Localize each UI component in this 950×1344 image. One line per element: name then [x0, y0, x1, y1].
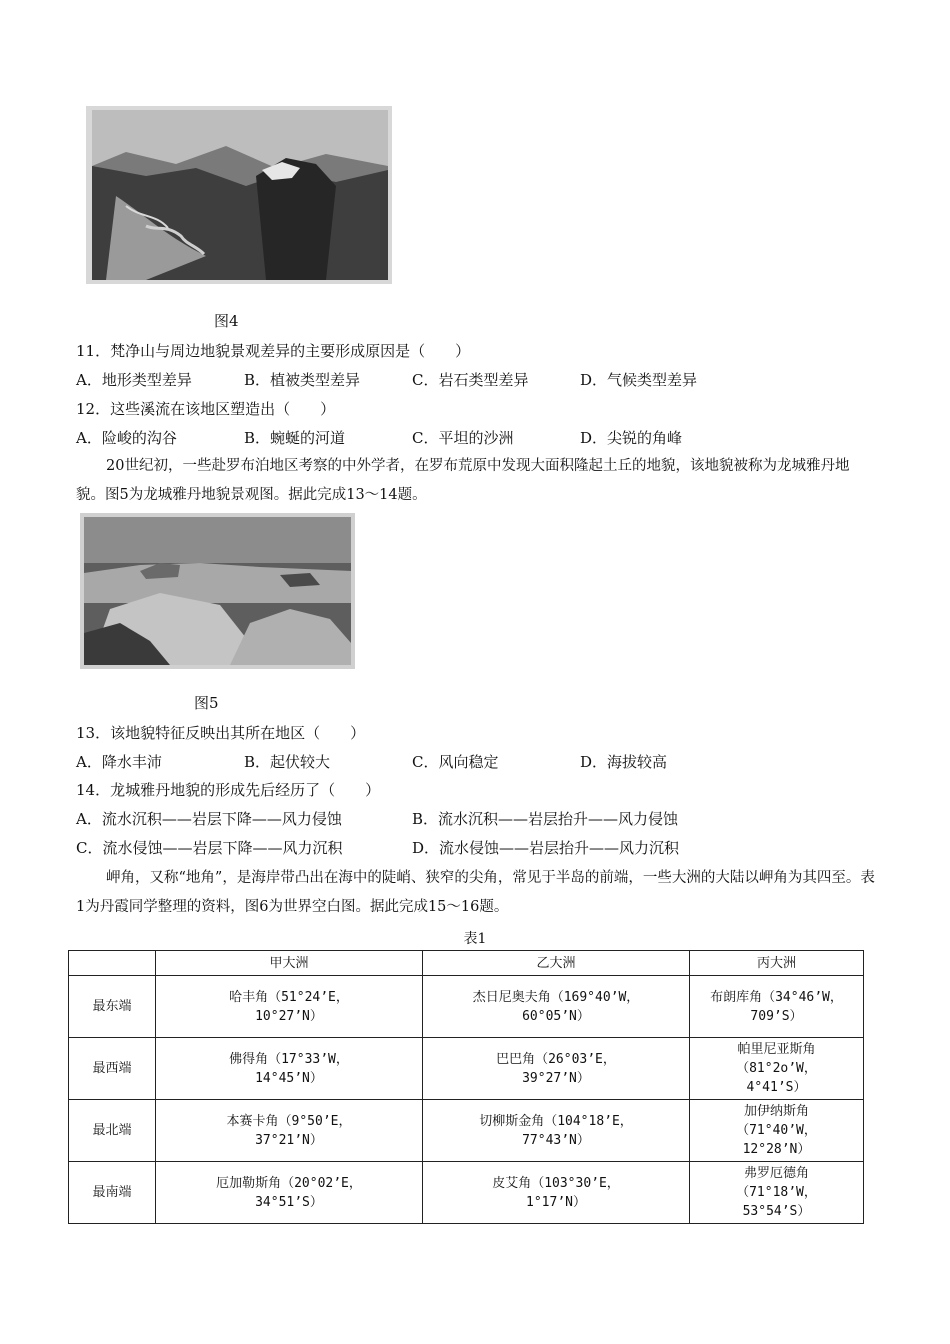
question-12-option-c[interactable]: C．平坦的沙洲: [412, 429, 514, 447]
table-header-corner: [69, 951, 156, 976]
table-cell: 切柳斯金角（104°18’E， 77°43’N）: [423, 1100, 690, 1162]
table-cell: 帕里尼亚斯角 （81°2o’W， 4°41’S）: [690, 1038, 864, 1100]
table-header-continent-jia: 甲大洲: [156, 951, 423, 976]
question-11-option-b[interactable]: B．植被类型差异: [244, 371, 361, 389]
row-label: 最西端: [69, 1038, 156, 1100]
question-11-stem: 11．梵净山与周边地貌景观差异的主要形成原因是（ ）: [76, 342, 471, 360]
row-label: 最东端: [69, 976, 156, 1038]
question-13-stem: 13．该地貌特征反映出其所在地区（ ）: [76, 724, 366, 742]
table-cell: 皮艾角（103°30’E， 1°17’N）: [423, 1162, 690, 1224]
table-cell: 佛得角（17°33’W， 14°45’N）: [156, 1038, 423, 1100]
question-11-option-c[interactable]: C．岩石类型差异: [412, 371, 529, 389]
table-row: [69, 976, 864, 1038]
table-cell: 厄加勒斯角（20°02’E， 34°51’S）: [156, 1162, 423, 1224]
question-13-option-a[interactable]: A．降水丰沛: [76, 753, 162, 771]
intro-paragraph-15-16: 岬角，又称“地角”，是海岸带凸出在海中的陡峭、狭窄的尖角，常见于半岛的前端，一些大洲的大陆以岬角为其四至。表1为丹霞同学整理的资料，图6为世界空白图。据此完成15～16题。: [76, 870, 875, 915]
cape-table: [68, 950, 864, 1224]
figure-4-photo: [86, 106, 392, 284]
question-14-option-d[interactable]: D．流水侵蚀——岩层抬升——风力沉积: [412, 839, 680, 857]
question-13-option-d[interactable]: D．海拔较高: [580, 753, 668, 771]
question-12-stem: 12．这些溪流在该地区塑造出（ ）: [76, 400, 336, 418]
table-cell: 加伊纳斯角 （71°40’W， 12°28’N）: [690, 1100, 864, 1162]
question-14-option-c[interactable]: C．流水侵蚀——岩层下降——风力沉积: [76, 839, 343, 857]
table-cell: 布朗库角（34°46’W， 709’S）: [690, 976, 864, 1038]
table-cell: 本赛卡角（9°50’E， 37°21’N）: [156, 1100, 423, 1162]
question-13-option-c[interactable]: C．风向稳定: [412, 753, 499, 771]
question-11-option-d[interactable]: D．气候类型差异: [580, 371, 698, 389]
figure-4-caption: 图4: [214, 312, 239, 330]
figure-5-caption: 图5: [194, 694, 219, 712]
question-12-option-d[interactable]: D．尖锐的角峰: [580, 429, 683, 447]
table-header-continent-yi: 乙大洲: [423, 951, 690, 976]
yardang-landscape-image: [80, 513, 355, 669]
table-header-continent-bing: 丙大洲: [690, 951, 864, 976]
row-label: 最南端: [69, 1162, 156, 1224]
table-1-title: 表1: [463, 931, 487, 947]
table-cell: 弗罗厄德角 （71°18’W， 53°54’S）: [690, 1162, 864, 1224]
table-header-row: [69, 951, 864, 976]
table-cell: 哈丰角（51°24’E， 10°27’N）: [156, 976, 423, 1038]
row-label: 最北端: [69, 1100, 156, 1162]
question-13-option-b[interactable]: B．起伏较大: [244, 753, 331, 771]
question-12-option-a[interactable]: A．险峻的沟谷: [76, 429, 177, 447]
question-14-option-a[interactable]: A．流水沉积——岩层下降——风力侵蚀: [76, 810, 342, 828]
intro-paragraph-13-14: 20世纪初，一些赴罗布泊地区考察的中外学者，在罗布荒原中发现大面积隆起土丘的地貌，该地貌被称为龙城雅丹地貌。图5为龙城雅丹地貌景观图。据此完成13～14题。: [76, 458, 850, 503]
question-11-option-a[interactable]: A．地形类型差异: [76, 371, 192, 389]
question-14-option-b[interactable]: B．流水沉积——岩层抬升——风力侵蚀: [412, 810, 679, 828]
table-row: [69, 1038, 864, 1100]
figure-5-photo: [80, 513, 355, 669]
table-cell: 杰日尼奥夫角（169°40’W， 60°05’N）: [423, 976, 690, 1038]
table-row: [69, 1162, 864, 1224]
question-14-stem: 14．龙城雅丹地貌的形成先后经历了（ ）: [76, 781, 381, 799]
table-cell: 巴巴角（26°03’E， 39°27’N）: [423, 1038, 690, 1100]
question-12-option-b[interactable]: B．蜿蜒的河道: [244, 429, 346, 447]
table-row: [69, 1100, 864, 1162]
mountain-landscape-image: [86, 106, 392, 284]
